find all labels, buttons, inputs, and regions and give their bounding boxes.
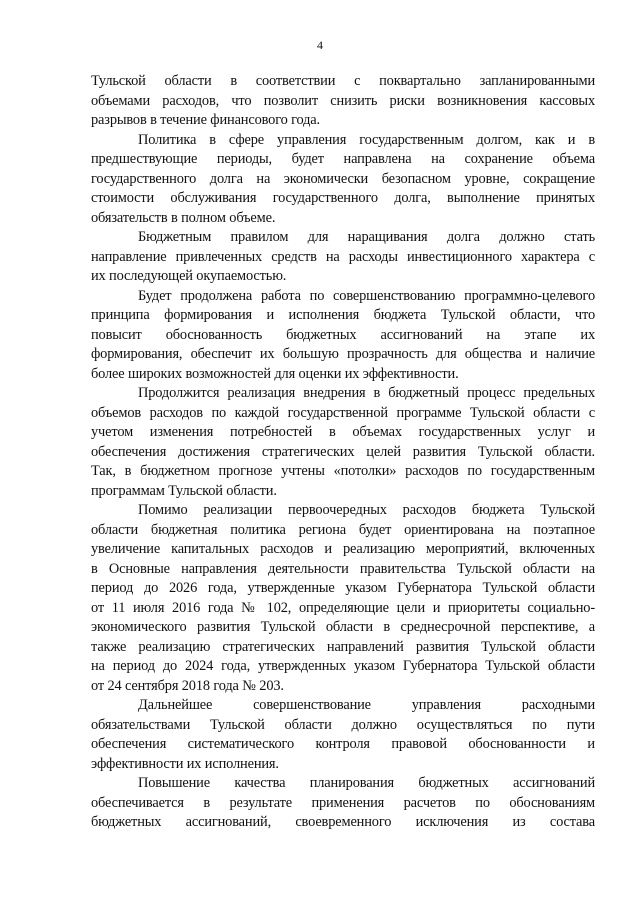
paragraph-line: их последующей окупаемостью. — [91, 268, 287, 284]
page-number: 4 — [317, 38, 323, 52]
paragraph — [91, 501, 595, 696]
paragraph-line: эффективности их исполнения. — [91, 755, 279, 772]
paragraph — [91, 696, 595, 774]
paragraph-line: стоимости обслуживания государственного долга, выполнение принятых — [91, 190, 595, 206]
paragraph-line: области бюджетная политика региона будет ориентирована на поэтапное — [91, 521, 595, 538]
paragraph — [91, 287, 595, 385]
paragraph-line: более широких возможностей для оценки их эффективности. — [91, 365, 459, 382]
paragraph — [91, 384, 595, 501]
paragraph-line: обеспечения систематического контроля правовой обоснованности и — [91, 736, 595, 752]
paragraph-line: Продолжится реализация внедрения в бюджетный процесс предельных — [138, 385, 595, 401]
paragraph-line: Повышение качества планирования бюджетных ассигнований — [138, 775, 595, 791]
paragraph-line: в Основные направления деятельности правительства Тульской области на — [91, 560, 595, 577]
paragraph-line: объемов расходов по каждой государственной программе Тульской области с — [91, 404, 595, 421]
paragraph-line: Так, в бюджетном прогнозе учтены «потолки» расходов по государственным — [91, 463, 595, 479]
paragraph-line: бюджетных ассигнований, своевременного исключения из состава — [91, 814, 595, 830]
paragraph-line: обеспечивается в результате применения расчетов по обоснованиям — [91, 794, 595, 811]
paragraph — [91, 72, 595, 131]
paragraph-line: Помимо реализации первоочередных расходов бюджета Тульской — [138, 502, 595, 518]
paragraph-line: период до 2026 года, утвержденные указом Губернатора Тульской области — [91, 580, 595, 596]
paragraph-line: программам Тульской области. — [91, 482, 277, 499]
paragraph-line: Будет продолжена работа по совершенствованию программно-целевого — [138, 287, 595, 304]
paragraph-line: обеспечения достижения стратегических целей развития Тульской области. — [91, 443, 595, 460]
paragraph-line: на период до 2024 года, утвержденных указом Губернатора Тульской области — [91, 658, 595, 674]
paragraph-line: повысит обоснованность бюджетных ассигнований на этапе их — [91, 326, 595, 343]
paragraph-line: Дальнейшее совершенствование управления расходными — [138, 697, 595, 713]
paragraph-line: от 24 сентября 2018 года № 203. — [91, 677, 284, 694]
paragraph-line: обязательствами Тульской области должно осуществляться по пути — [91, 716, 595, 733]
paragraph — [91, 228, 595, 287]
paragraph-line: объемами расходов, что позволит снизить риски возникновения кассовых — [91, 92, 595, 109]
paragraph-line: разрывов в течение финансового года. — [91, 112, 320, 128]
paragraph-line: обязательств в полном объеме. — [91, 209, 276, 226]
paragraph-line: увеличение капитальных расходов и реализацию мероприятий, включенных — [91, 541, 595, 557]
paragraph-line: от 11 июля 2016 года № 102, определяющие цели и приоритеты социально- — [91, 599, 595, 616]
paragraph — [91, 774, 595, 833]
document-body — [91, 72, 595, 833]
paragraph — [91, 131, 595, 229]
paragraph-line: государственного долга на экономически безопасном уровне, сокращение — [91, 170, 595, 187]
paragraph-line: предшествующие периоды, будет направлена на сохранение объема — [91, 151, 595, 167]
paragraph-line: Тульской области в соответствии с поквартально запланированными — [91, 73, 595, 89]
paragraph-line: экономического развития Тульской области в среднесрочной перспективе, а — [91, 619, 595, 635]
paragraph-line: принципа формирования и исполнения бюджета Тульской области, что — [91, 307, 595, 323]
paragraph-line: учетом изменения потребностей в объемах государственных услуг и — [91, 424, 595, 440]
paragraph-line: также реализацию стратегических направлений развития Тульской области — [91, 638, 595, 655]
paragraph-line: формирования, обеспечит их большую прозрачность для общества и наличие — [91, 346, 595, 362]
paragraph-line: направление привлеченных средств на расходы инвестиционного характера с — [91, 248, 595, 265]
paragraph-line: Бюджетным правилом для наращивания долга должно стать — [138, 229, 595, 245]
paragraph-line: Политика в сфере управления государственным долгом, как и в — [138, 131, 595, 148]
